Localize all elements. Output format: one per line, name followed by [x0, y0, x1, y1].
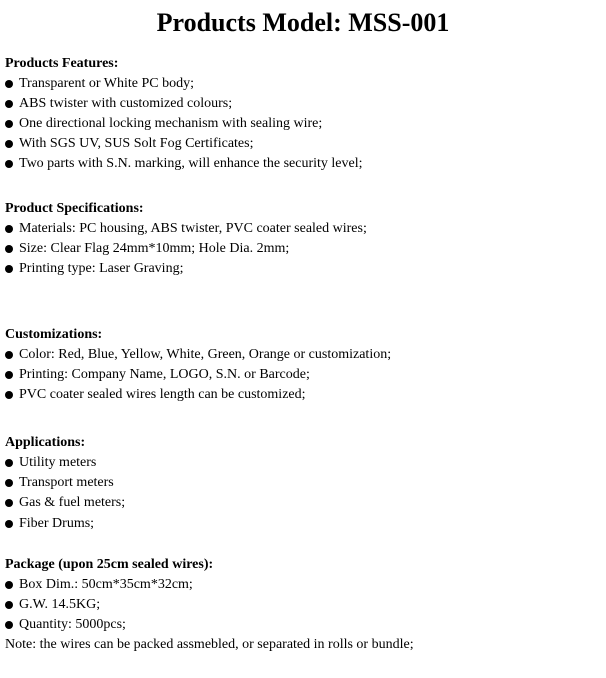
package-heading: Package (upon 25cm sealed wires):: [5, 557, 214, 572]
customizations-section: [5, 325, 601, 405]
list-item-text: Two parts with S.N. marking, will enhance the security level;: [19, 156, 363, 171]
bullet-icon: [5, 520, 13, 528]
bullet-icon: [5, 351, 13, 359]
list-item: [5, 114, 601, 134]
list-item: [5, 74, 601, 94]
list-item: [5, 365, 601, 385]
list-item-text: Quantity: 5000pcs;: [19, 617, 126, 632]
list-item: [5, 154, 601, 174]
list-item: [5, 219, 601, 239]
list-item: [5, 345, 601, 365]
list-item-text: Materials: PC housing, ABS twister, PVC coater sealed wires;: [19, 221, 367, 236]
list-item-text: With SGS UV, SUS Solt Fog Certificates;: [19, 136, 254, 151]
bullet-icon: [5, 225, 13, 233]
list-item-text: Fiber Drums;: [19, 516, 95, 531]
list-item: [5, 595, 601, 615]
list-item-text: Gas & fuel meters;: [19, 495, 126, 510]
list-item: [5, 134, 601, 154]
list-item: [5, 453, 601, 473]
applications-section: [5, 433, 601, 534]
bullet-icon: [5, 601, 13, 609]
list-item: [5, 94, 601, 114]
specifications-section: [5, 199, 601, 279]
bullet-icon: [5, 391, 13, 399]
page-title: Products Model: MSS-001: [156, 8, 450, 37]
bullet-icon: [5, 459, 13, 467]
bullet-icon: [5, 100, 13, 108]
list-item-text: One directional locking mechanism with sealing wire;: [19, 116, 323, 131]
bullet-icon: [5, 371, 13, 379]
list-item-text: Transport meters: [19, 475, 114, 490]
package-note: Note: the wires can be packed assmebled, or separated in rolls or bundle;: [5, 637, 414, 652]
applications-heading: Applications:: [5, 435, 86, 450]
list-item: [5, 615, 601, 635]
list-item-text: PVC coater sealed wires length can be customized;: [19, 387, 306, 402]
features-heading: Products Features:: [5, 56, 119, 71]
list-item-text: Transparent or White PC body;: [19, 76, 194, 91]
bullet-icon: [5, 499, 13, 507]
list-item: [5, 259, 601, 279]
list-item: [5, 514, 601, 534]
list-item-text: Utility meters: [19, 455, 97, 470]
list-item: [5, 575, 601, 595]
bullet-icon: [5, 581, 13, 589]
features-section: [5, 54, 601, 174]
list-item-text: Color: Red, Blue, Yellow, White, Green, Orange or customization;: [19, 347, 392, 362]
bullet-icon: [5, 479, 13, 487]
customizations-heading: Customizations:: [5, 327, 103, 342]
bullet-icon: [5, 140, 13, 148]
list-item: [5, 493, 601, 513]
package-section: [5, 555, 601, 655]
list-item-text: G.W. 14.5KG;: [19, 597, 101, 612]
bullet-icon: [5, 120, 13, 128]
list-item: [5, 239, 601, 259]
list-item: [5, 473, 601, 493]
list-item-text: Size: Clear Flag 24mm*10mm; Hole Dia. 2mm;: [19, 241, 290, 256]
bullet-icon: [5, 621, 13, 629]
bullet-icon: [5, 160, 13, 168]
bullet-icon: [5, 265, 13, 273]
specifications-heading: Product Specifications:: [5, 201, 144, 216]
list-item-text: Printing type: Laser Graving;: [19, 261, 184, 276]
list-item-text: ABS twister with customized colours;: [19, 96, 233, 111]
bullet-icon: [5, 80, 13, 88]
bullet-icon: [5, 245, 13, 253]
list-item: [5, 385, 601, 405]
list-item-text: Printing: Company Name, LOGO, S.N. or Barcode;: [19, 367, 310, 382]
list-item-text: Box Dim.: 50cm*35cm*32cm;: [19, 577, 193, 592]
